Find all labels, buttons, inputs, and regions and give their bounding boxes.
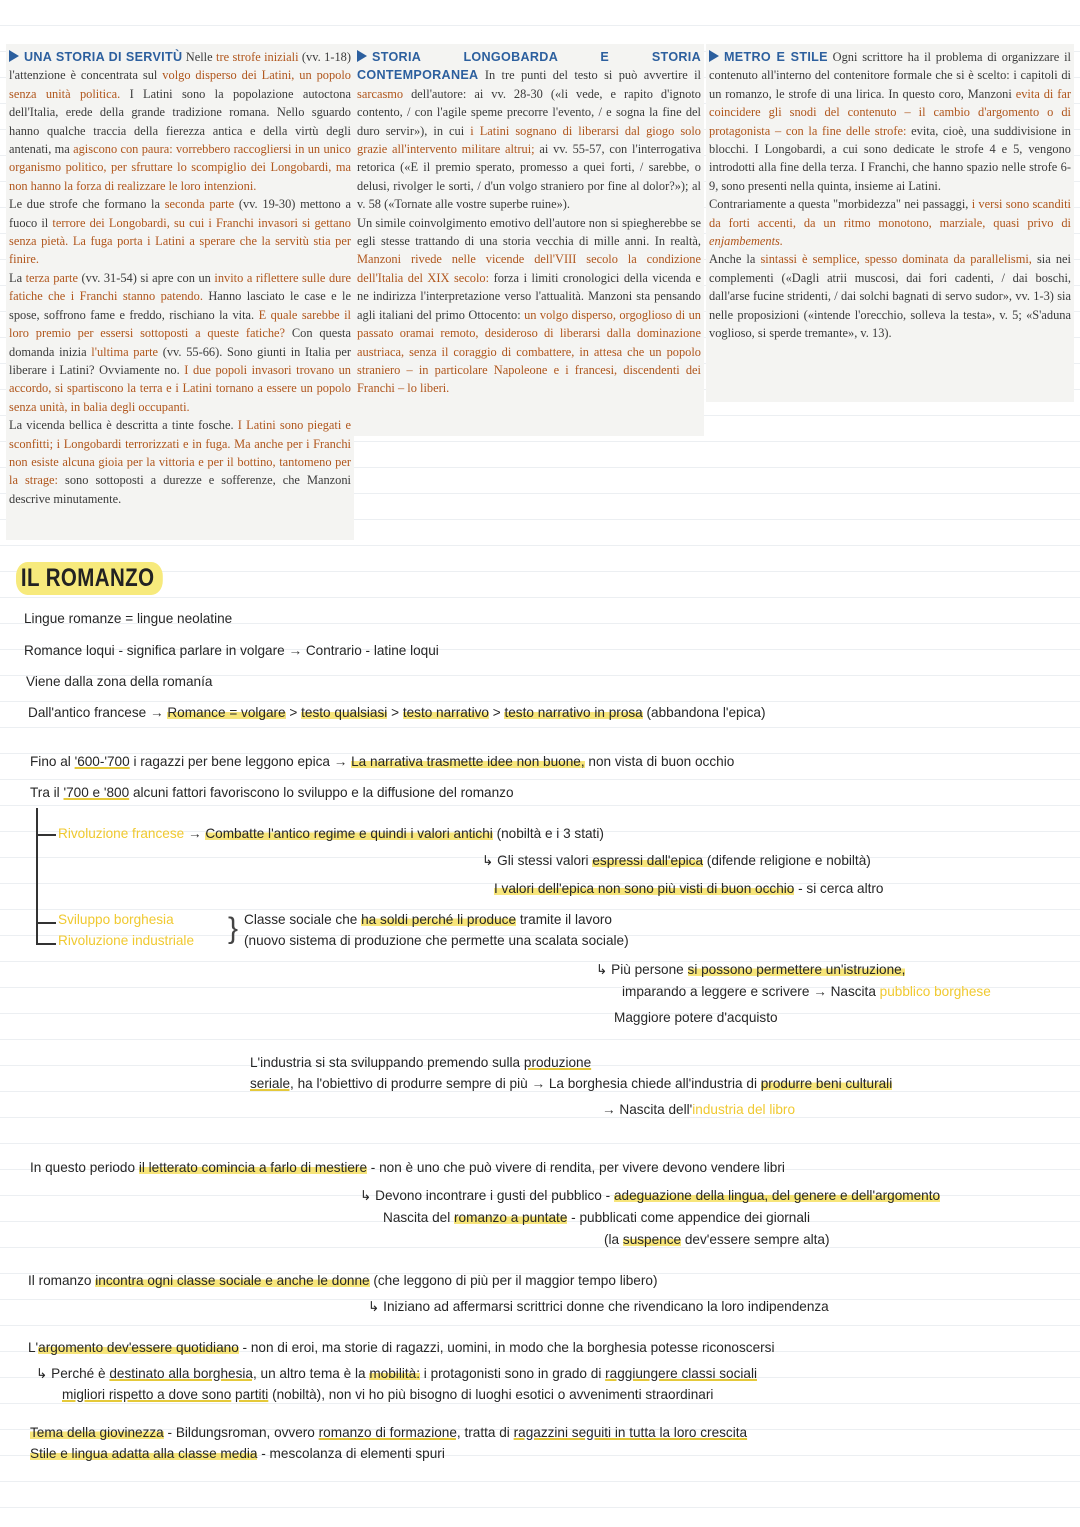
text: Nascita dell' [619,1102,693,1117]
text: (che leggono di più per il maggior tempo libero) [373,1273,658,1288]
text: > [391,705,400,720]
note-line [30,785,514,800]
note-line [30,754,734,769]
text: si possono permettere un'istruzione, [687,962,906,977]
text: (vv. 55-66). Sono giunti in Italia per liberare i Latini? Ovviamente no. [9,344,351,377]
arrow-right-icon: → [602,1102,616,1117]
text: destinato alla borghesia, [109,1366,257,1381]
text: evita, cioè, una suddivisione in blocchi. I Longobardi, a cui sono dedicate le strofe 4 e 5, vengono introdotti alla fine della terza. I Franchi, che hanno spazio nelle strofe 6-9, sono presenti nella quinta, insieme ai Latini. [709,123,1071,193]
text: Con questa domanda inizia [9,326,351,359]
hook-arrow-icon: ↳ [368,1299,380,1314]
text: un altro tema è la [260,1366,366,1381]
section-heading: METRO E STILE [724,50,828,64]
text: La [9,270,23,285]
text: incontra ogni classe sociale e anche le donne [95,1273,370,1288]
text: Nascita del [383,1210,451,1225]
text: Più persone [611,962,684,977]
text: '700 e '800 [63,785,130,800]
text: sarcasmo [357,86,404,101]
note-line [28,1340,774,1355]
note-line [250,1055,591,1070]
text: romanzo di formazione, [318,1425,461,1440]
text: Devono incontrare i gusti del pubblico - [375,1188,611,1203]
text: Rivoluzione industriale [58,933,195,948]
text: («E il premio sperato, promesso a quei forti, / sarebbe, o delusi, rivolger le sorti, / d'un volgo straniero por fine al dolor?»); al v. 58 («Tornate alle vostre superbe ruine»). [357,160,701,212]
text: testo narrativo in prosa [504,705,643,720]
text: sia nei complementi («Dagli atrii muscosi, dai fori cadenti, / dai boschi, dall'arse fucine stridenti, / dai solchi bagnati di servo sudor», vv. 1-3) sia nelle proposizioni («intende l'orecchio, solleva la testa», v. 5; «S'aduna voglioso, si sperde tremante», v. 13). [709,252,1071,341]
text: Nascita [830,984,876,999]
text: (vv. 31-54) si apre con un [81,270,211,285]
text: i Latini sognano di liberarsi dal giogo solo grazie all'intervento militare altrui; [357,123,701,157]
text: (nuovo sistema di produzione che permette una scalata sociale) [244,933,629,948]
text: enjambements. [709,234,783,249]
text: Dall'antico francese [28,705,147,720]
text: ha l'obiettivo di produrre sempre di più [297,1076,528,1091]
text: lo liberi. [407,381,450,396]
text: - si cerca altro [798,881,884,896]
text: La narrativa trasmette idee non buone, [351,754,585,769]
text: raggiungere classi sociali [605,1366,758,1381]
note-line [622,984,991,999]
branch-line [36,943,56,945]
text: '600-'700 [74,754,130,769]
text: tre strofe iniziali [216,50,299,64]
note-line [494,881,883,896]
text: I Latini sono la popolazione autoctona dell'Italia, erede della grande tradizione romana. Nello sguardo hanno qualche traccia della fierezza antica e della virtù degli antenati, ma [9,86,352,157]
servitu-paragraph-1 [9,48,351,195]
note-line [383,1210,810,1225]
text: Manzoni rivede nelle vicende dell'VIII secolo la condizione dell'Italia del XIX secolo: [357,252,701,285]
note-line [36,1366,757,1382]
text: seriale, [250,1076,294,1091]
text: Romance loqui - significa parlare in volgare [24,643,285,658]
text: Contrario - latine loqui [305,643,439,658]
text: I Latini sono piegati e sconfitti; i Longobardi terrorizzati e in fuga. Ma anche per i Franchi non esiste alcuna gioia per la vittoria e per il bottino, tantomeno per la strage: [9,418,351,488]
storia-paragraph-1 [357,48,701,214]
note-line [30,1425,747,1440]
text: Hanno lasciato le case e le spose, soffrono fame e freddo, rischiano la vita. [9,289,351,322]
text: testo narrativo [402,705,489,720]
section-heading: UNA STORIA DI SERVITÙ [24,50,183,64]
text: Combatte l'antico regime e quindi i valori antichi [205,826,493,841]
hook-arrow-icon: ↳ [360,1188,372,1203]
text: sintassi è semplice, spesso dominata da parallelismi, [760,252,1032,267]
note-line [244,912,612,927]
text: E quale sarebbe il loro premio per essersi sottoposti a queste fatiche? [9,307,351,341]
text: espressi dall'epica [592,853,704,868]
text: - Bildungsroman, ovvero [167,1425,315,1440]
text: (nobiltà e i 3 stati) [496,826,604,841]
text: partiti [235,1387,269,1402]
text: romanzo a puntate [454,1210,568,1225]
text: agiscono con paura: vorrebbero raccogliersi in un unico organismo politico, per sfruttare lo scompiglio dei Longobardi, ma non hanno la forza di realizzare le loro intenzioni. [9,142,351,193]
text: - non è uno che può vivere di rendita, per vivere devono vendere libri [370,1160,785,1175]
text: La borghesia chiede all'industria di [548,1076,757,1091]
textbook-column-servitu [6,44,354,540]
note-line [614,1010,778,1025]
branch-line [36,834,56,836]
text: Le due strofe che formano la [9,197,160,212]
note-line [482,853,871,869]
arrow-right-icon: → [288,643,303,658]
note-line [368,1299,829,1315]
text: i versi sono scanditi da forti accenti, da un ritmo monotono, marziale, quasi privo di [709,197,1071,230]
text: Anche la [709,252,756,267]
arrow-right-icon: → [333,754,348,769]
text: alcuni fattori favoriscono lo sviluppo e la diffusione del romanzo [132,785,514,800]
hook-arrow-icon: ↳ [482,853,494,868]
text: industria del libro [692,1102,796,1117]
text: - mescolanza di elementi spuri [261,1446,445,1461]
text: terrore dei Longobardi, su cui i Franchi invasori si gettano senza pietà. La fuga porta i Latini a sperare che la servitù stia per finire. [9,215,351,267]
text: Lingue romanze = lingue neolatine [24,611,233,626]
page-title: IL ROMANZO [16,562,163,595]
text: il letterato comincia a farlo di mestiere [138,1160,368,1175]
text: migliori rispetto a dove sono [62,1387,232,1402]
text: In questo periodo [30,1160,136,1175]
text: Tema della giovinezza [30,1425,164,1440]
note-line [602,1102,795,1117]
text: dell'autore: ai vv. 28-30 («li vede, e rapito d'ignoto contento, / con l'agile speme precorre l'evento, / e sogna la fine del duro servir»), in cui [357,86,701,138]
note-line [596,962,905,978]
text: - non di eroi, ma storie di ragazzi, uomini, in modo che la borghesia potesse riconoscersi [242,1340,775,1355]
text: ai vv. 55-57, con l'interrogativa retorica [357,142,701,175]
text: Maggiore potere d'acquisto [614,1010,778,1025]
text: Perché è [51,1366,106,1381]
servitu-paragraph-3 [9,269,351,416]
text: pubblico borghese [879,984,991,999]
text: - pubblicati come appendice dei giornali [571,1210,810,1225]
hook-arrow-icon: ↳ [596,962,608,977]
text: La vicenda bellica è descritta a tinte fosche. [9,418,234,433]
text: invito a riflettere sulle dure fatiche che i Franchi stanno patendo. [9,270,351,304]
text: imparando a leggere e scrivere [622,984,810,999]
triangle-bullet-icon [357,50,367,62]
text: (abbandona l'epica) [646,705,766,720]
text: Classe sociale che [244,912,358,927]
text: mobilità: [369,1366,420,1381]
arrow-right-icon: → [187,826,202,841]
text: Fino al [30,754,71,769]
note-line [62,1387,713,1402]
text: > [289,705,298,720]
text: tratta di [464,1425,510,1440]
text: (nobiltà), non vi ho più bisogno di luoghi esotici o avvenimenti straordinari [272,1387,714,1402]
hook-arrow-icon: ↳ [36,1366,48,1381]
note-line [58,826,604,841]
text: un volgo disperso, orgoglioso di un passato oramai remoto, desideroso di liberarsi dalla dominazione austriaca, senza il coraggio di combattere, in attesa che un popolo straniero – in particolare Napoleone e i francesi, discendenti dei Franchi – [357,307,701,396]
metro-paragraph-2 [709,195,1071,250]
text: evita di far coincidere gli snodi del contenuto – il cambio d'argomento o di protagonista – con la fine delle strofe: [709,86,1071,138]
text: (la [604,1232,620,1247]
text: forza i limiti cronologici della vicenda e ne indirizza l'interpretazione verso l'attualità. [357,270,701,304]
arrow-right-icon: → [813,984,827,999]
text: testo qualsiasi [301,705,388,720]
text: L' [28,1340,39,1355]
text: produrre beni culturali [760,1076,893,1091]
text: > [492,705,501,720]
servitu-paragraph-2 [9,195,351,269]
text: Il romanzo [28,1273,92,1288]
note-line [58,912,174,927]
text: Tra il [30,785,60,800]
arrow-right-icon: → [149,705,164,720]
text: Rivoluzione francese [58,826,185,841]
note-line [28,705,766,720]
text: sono sottoposti a durezze e sofferenze, che Manzoni descrive minutamente. [9,473,351,506]
branch-line [36,922,56,924]
note-line [24,643,439,658]
text: tramite il lavoro [519,912,612,927]
text: (vv. 1-18) l'attenzione è concentrata sul [9,50,351,83]
note-line [30,1160,785,1175]
text: Viene dalla zona della romanía [26,674,213,689]
text: Romance = volgare [167,705,286,720]
text: Sviluppo borghesia [58,912,174,927]
text: seconda parte [164,197,235,212]
text: argomento dev'essere quotidiano [38,1340,239,1355]
servitu-paragraph-4 [9,416,351,508]
text: dev'essere sempre alta) [684,1232,830,1247]
triangle-bullet-icon [9,50,19,62]
text: In tre punti del testo si può avvertire il [484,68,701,83]
metro-paragraph-1 [709,48,1071,195]
text: suspence [622,1232,682,1247]
text: I valori dell'epica non sono più visti di buon occhio [494,881,795,896]
text: Nelle [185,50,213,64]
metro-paragraph-3 [709,250,1071,342]
triangle-bullet-icon [709,50,719,62]
note-line [30,1446,445,1461]
text: Manzoni sta pensando agli italiani del primo Ottocento: [357,289,701,322]
text: (difende religione e nobiltà) [706,853,871,868]
section-heading: STORIA LONGOBARDA E STORIA CONTEMPORANEA [357,50,701,83]
text: Iniziano ad affermarsi scrittrici donne che rivendicano la loro indipendenza [383,1299,829,1314]
text: L'industria si sta sviluppando premendo sulla [250,1055,521,1070]
text: produzione [523,1055,592,1070]
text: ha soldi perché li produce [361,912,517,927]
textbook-column-storia [354,44,704,436]
text: Contrariamente a questa "morbidezza" nei passaggi, [709,197,969,212]
note-line [244,933,629,948]
note-line [26,674,212,689]
note-line [28,1273,657,1288]
note-line [250,1076,892,1091]
text: (vv. 19-30) mettono a fuoco il [9,197,351,230]
text: adeguazione della lingua, del genere e dell'argomento [613,1188,941,1203]
text: I due popoli invasori trovano un accordo, si spartiscono la terra e i Latini tornano a essere un popolo senza unità, in balia degli occupanti. [9,362,351,414]
text: Un simile coinvolgimento emotivo dell'autore non si spiegherebbe se egli stesse trattando di una storia vecchia di mille anni. In realtà, [357,215,701,249]
note-line [604,1232,830,1247]
text: ragazzini seguiti in tutta la loro crescita [513,1425,748,1440]
text: Ogni scrittore ha il problema di organizzare il contenuto all'interno del contenitore formale che si è scelto: i capitoli di un romanzo, le strofe di una lirica. In questo coro, Manzoni [709,50,1071,101]
text: Gli stessi valori [497,853,589,868]
text: i protagonisti sono in grado di [423,1366,602,1381]
note-line [24,611,232,626]
textbook-column-metro [706,44,1074,402]
note-line [360,1188,940,1204]
curly-brace-icon: } [228,912,239,945]
text: terza parte [25,270,78,285]
text: volgo disperso dei Latini, un popolo senza unità politica. [9,68,351,101]
text: non vista di buon occhio [588,754,735,769]
note-line [58,933,194,948]
text: l'ultima parte [91,344,159,359]
text: Stile e lingua adatta alla classe media [30,1446,258,1461]
storia-paragraph-2 [357,214,701,398]
text: i ragazzi per bene leggono epica [133,754,330,769]
arrow-right-icon: → [531,1076,546,1091]
